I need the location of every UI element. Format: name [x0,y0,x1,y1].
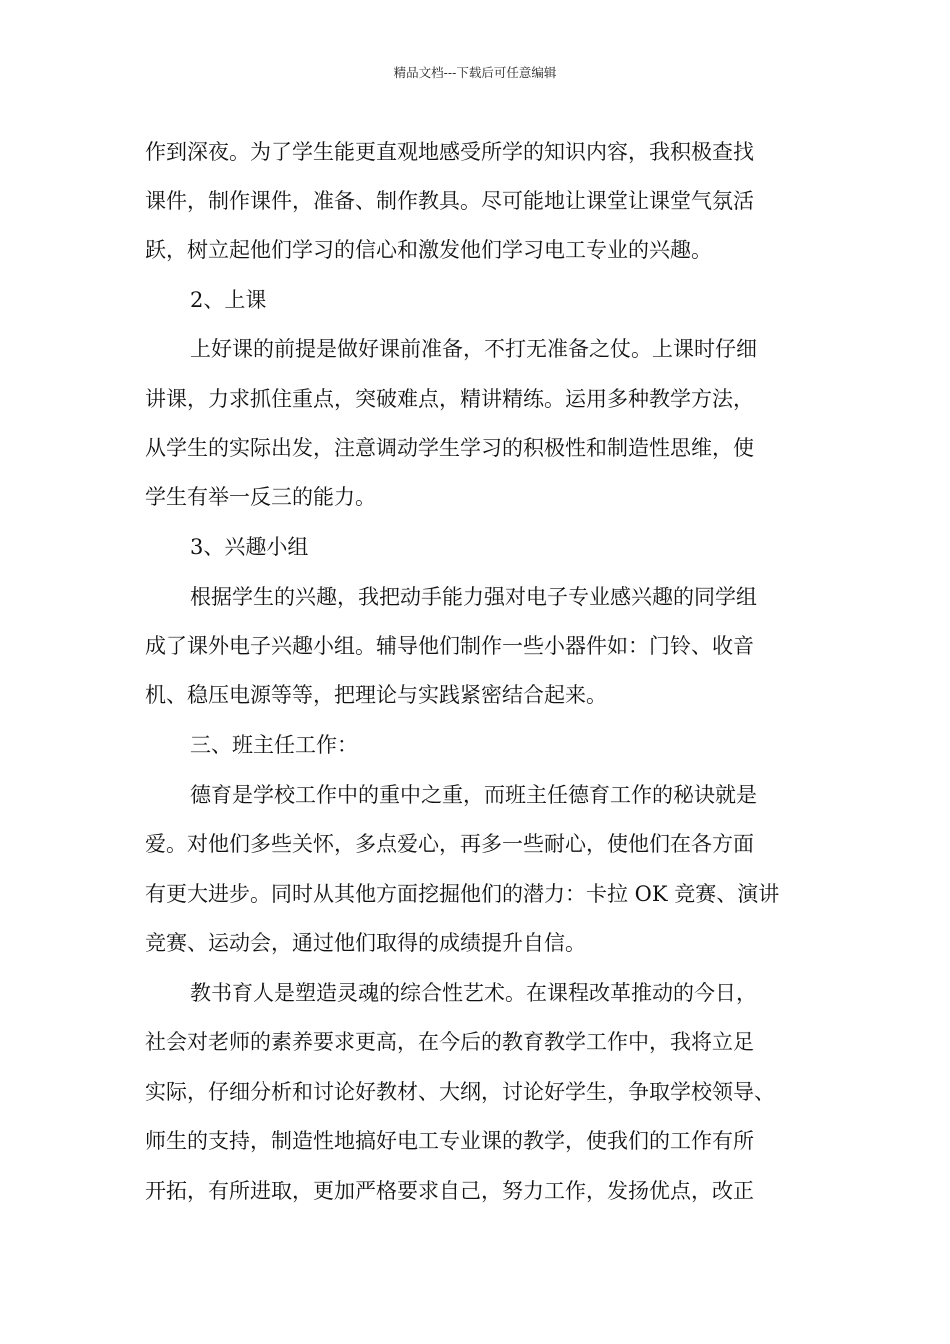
paragraph-line: 从学生的实际出发，注意调动学生学习的积极性和制造性思维，使 [145,436,754,460]
paragraph-line: 实际，仔细分析和讨论好教材、大纲，讨论好学生，争取学校领导、 [145,1080,775,1104]
section-heading: 三、班主任工作： [190,733,358,757]
paragraph-line: 教书育人是塑造灵魂的综合性艺术。在课程改革推动的今日， [190,981,757,1005]
paragraph-line: 竞赛、运动会，通过他们取得的成绩提升自信。 [145,931,586,955]
paragraph-line: 讲课，力求抓住重点，突破难点，精讲精练。运用多种教学方法， [145,387,754,411]
paragraph-line: 师生的支持，制造性地搞好电工专业课的教学，使我们的工作有所 [145,1129,754,1153]
paragraph-line: 社会对老师的素养要求更高，在今后的教育教学工作中，我将立足 [145,1030,754,1054]
paragraph-line: 有更大进步。同时从其他方面挖掘他们的潜力：卡拉 OK 竞赛、演讲 [145,882,780,906]
page-header: 精品文档---下载后可任意编辑 [393,65,557,80]
paragraph-line: 根据学生的兴趣，我把动手能力强对电子专业感兴趣的同学组 [190,585,757,609]
paragraph-line: 开拓，有所进取，更加严格要求自己，努力工作，发扬优点，改正 [145,1179,754,1203]
paragraph-line: 成了课外电子兴趣小组。辅导他们制作一些小器件如：门铃、收音 [145,634,754,658]
paragraph-line: 课件，制作课件，准备、制作教具。尽可能地让课堂让课堂气氛活 [145,189,754,213]
paragraph-line: 跃，树立起他们学习的信心和激发他们学习电工专业的兴趣。 [145,238,712,262]
paragraph-line: 作到深夜。为了学生能更直观地感受所学的知识内容，我积极查找 [145,140,754,164]
paragraph-line: 机、稳压电源等等，把理论与实践紧密结合起来。 [145,683,607,707]
paragraph-line: 爱。对他们多些关怀，多点爱心，再多一些耐心，使他们在各方面 [145,832,754,856]
section-heading: 3、兴趣小组 [190,535,309,559]
section-heading: 2、上课 [190,288,267,312]
paragraph-line: 学生有举一反三的能力。 [145,485,376,509]
paragraph-line: 德育是学校工作中的重中之重，而班主任德育工作的秘诀就是 [190,783,757,807]
paragraph-line: 上好课的前提是做好课前准备，不打无准备之仗。上课时仔细 [190,337,757,361]
